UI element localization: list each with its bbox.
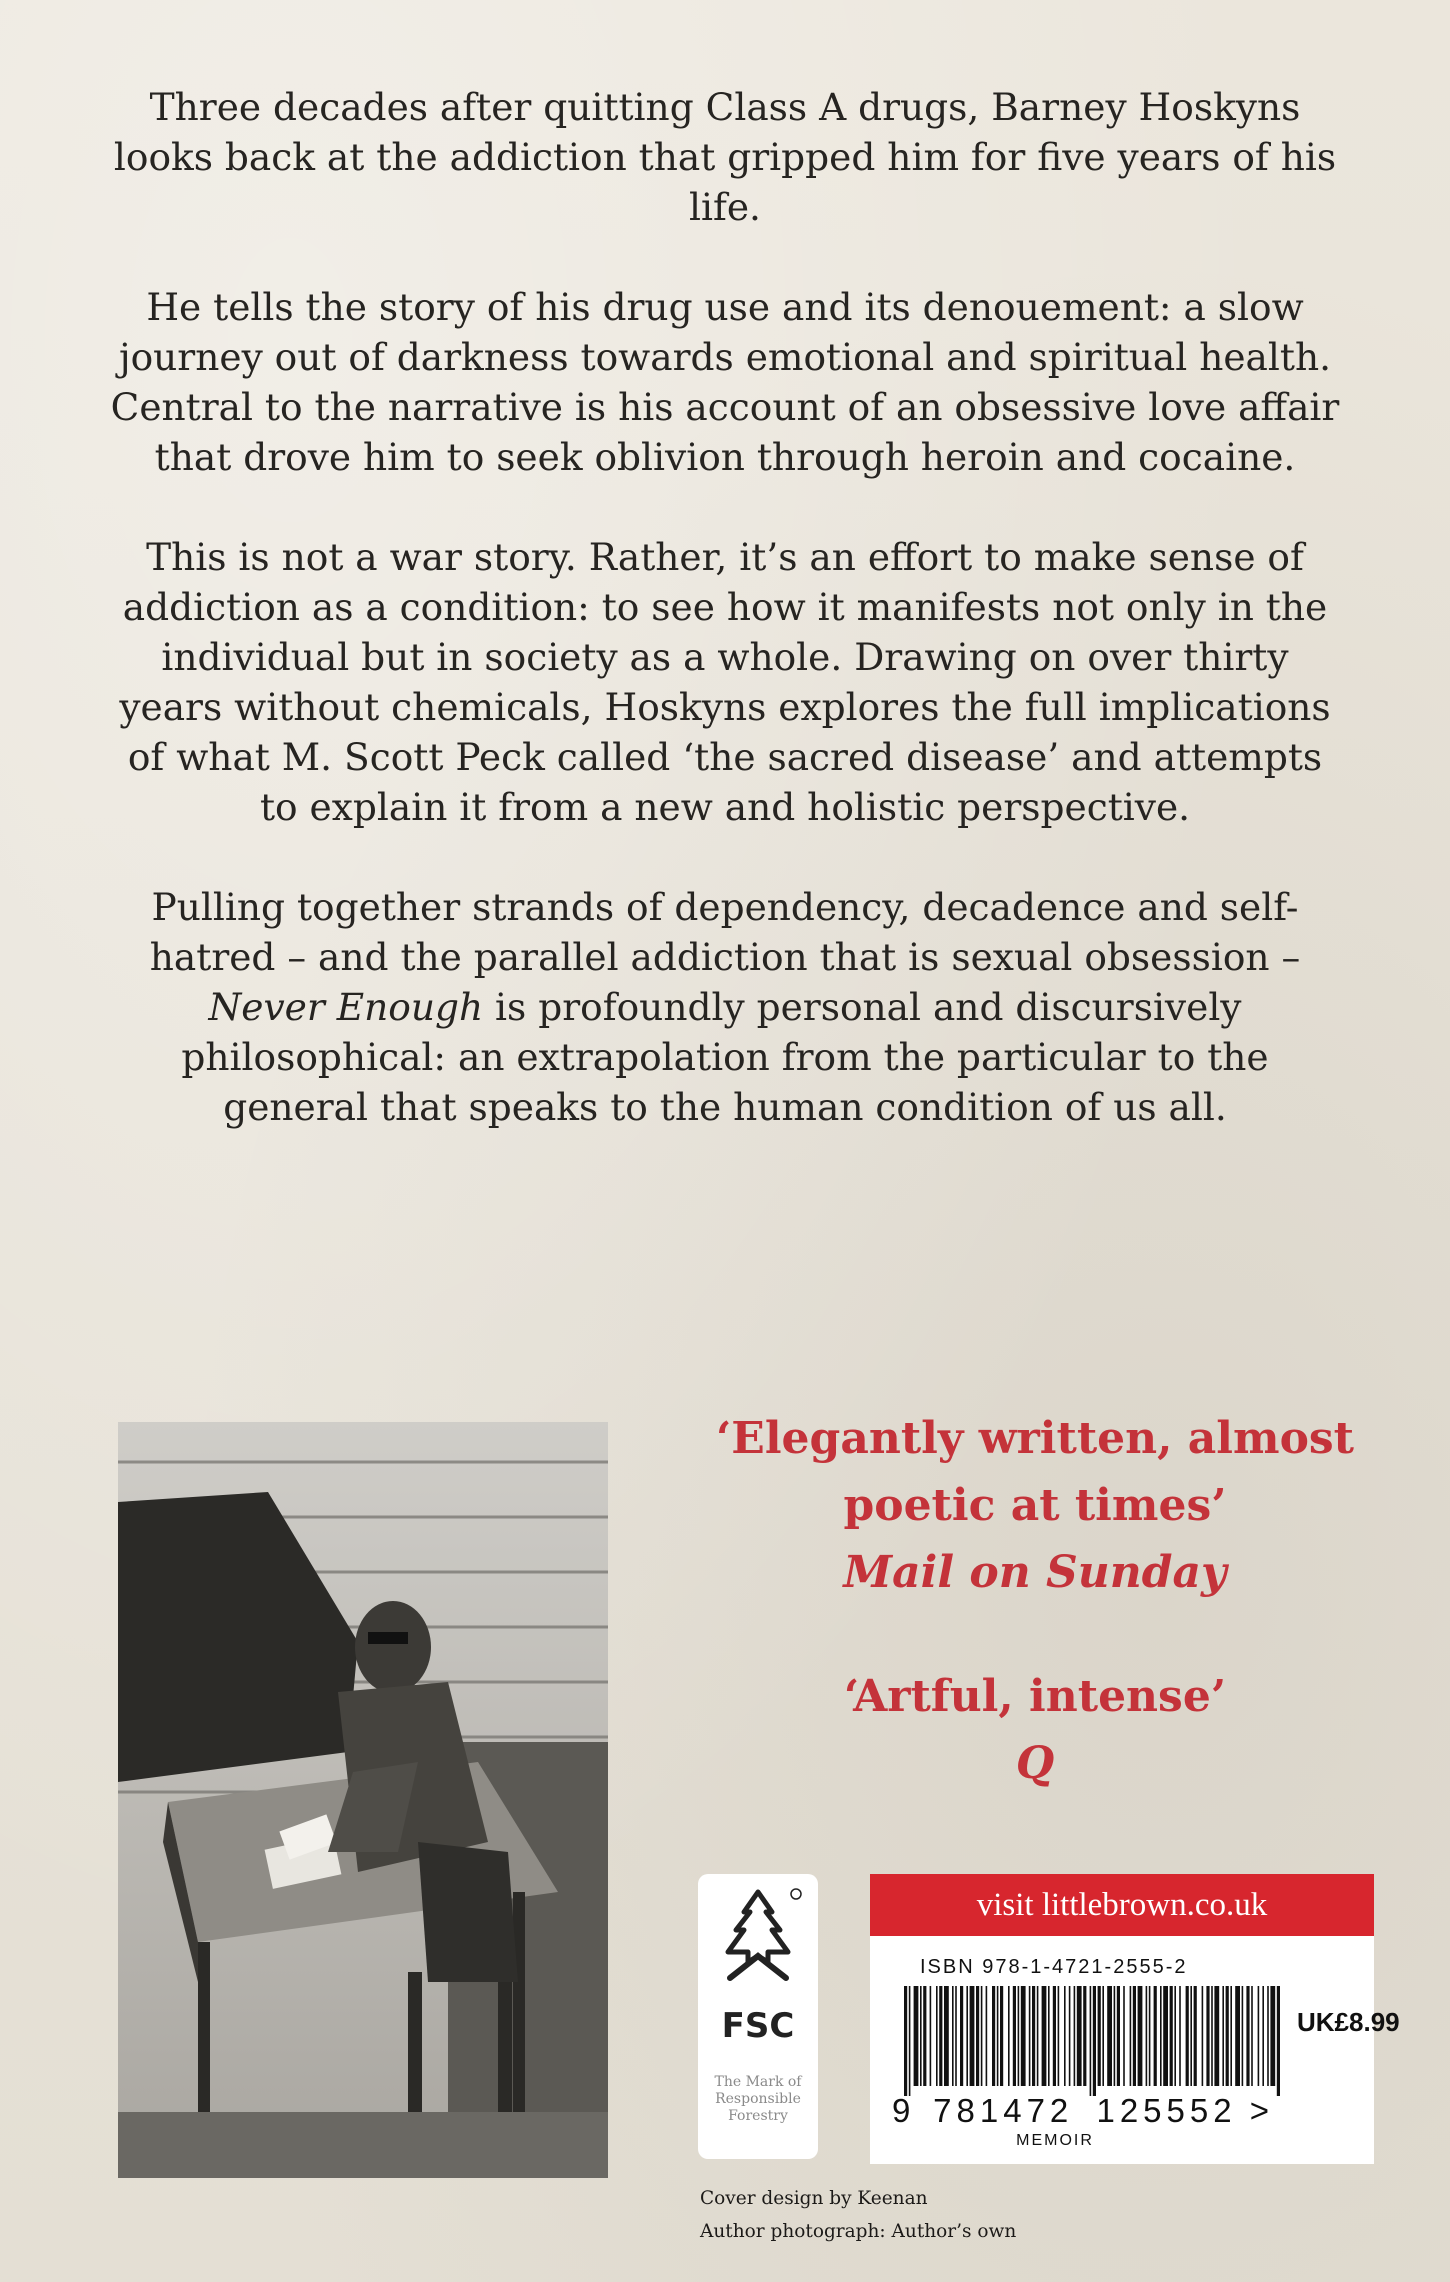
barcode-bar [1130,1986,1132,2086]
barcode-bar [1211,1986,1213,2086]
barcode-bar [1267,1986,1269,2086]
barcode-bar [955,1986,957,2086]
barcode-bar [1032,1986,1035,2086]
barcode-bar [1179,1986,1181,2086]
fsc-mark-text: The Mark of Responsible Forestry [714,2074,802,2124]
review-quotes [640,1405,1430,1797]
barcode-bar [1093,1986,1096,2096]
barcode-bar [1114,1986,1116,2086]
barcode-bar [1277,1986,1280,2096]
book-title: Never Enough [208,985,484,1029]
barcode-bar [1163,1986,1168,2086]
barcode-digits-right: 125552 [1096,2092,1237,2129]
barcode-bar [1251,1986,1253,2086]
barcode-digits-left: 781472 [933,2092,1074,2129]
barcode-bar [1194,1986,1197,2086]
barcode-bar [1206,1986,1209,2086]
blurb-paragraph-2: He tells the story of his drug use and its denouement: a slow journey out of darkness towards emotional and spiritual health. Central to the narrative is his account of an obsessive love affair that drove him to seek oblivion through heroin and cocaine. [110,285,1340,479]
barcode-bar [939,1986,942,2086]
barcode-bar [1214,1986,1219,2086]
barcode-bar [966,1986,968,2086]
barcode-bar [1102,1986,1104,2086]
barcode-bar [1270,1986,1275,2086]
barcode-bar [904,1986,907,2096]
barcode-bar [1117,1986,1120,2086]
fsc-logo [698,1874,818,2159]
barcode-bar [930,1986,932,2086]
barcode-bar [1174,1986,1176,2086]
barcode-bar [1053,1986,1056,2086]
credits [700,2182,1016,2248]
barcode-bar [1058,1986,1060,2086]
barcode-bar [1186,1986,1189,2086]
author-photo-credit: Author photograph: Author’s own [700,2221,1017,2242]
barcode-bar [1149,1986,1151,2086]
barcode-bar [1090,1986,1092,2096]
barcode-bar [1083,1986,1086,2086]
barcode-bar [1133,1986,1136,2086]
barcode-bar [1018,1986,1020,2086]
barcode-bar [1258,1986,1260,2086]
blurb-p4-after: is profoundly personal and discursively philosophical: an extrapolation from the particular to the general that speaks to the human condition of us all. [181,985,1269,1129]
isbn-text: ISBN 978-1-4721-2555-2 [920,1956,1188,1978]
barcode-bar [997,1986,999,2086]
barcode-bar [936,1986,938,2086]
barcode-bar [981,1986,983,2086]
barcode-bar [1074,1986,1076,2086]
barcode-bar [1242,1986,1244,2086]
barcode-bar [1000,1986,1003,2086]
barcode-bar [1008,1986,1010,2086]
barcode-arrow: > [1249,2092,1270,2129]
barcode-bar [1230,1986,1232,2086]
quote-1-text: ‘Elegantly written, almost poetic at times’ [715,1413,1355,1531]
barcode-bar [952,1986,954,2086]
barcode-bar [1202,1986,1204,2086]
barcode-bar [923,1986,926,2086]
barcode-bar [1107,1986,1112,2086]
barcode-bar [1123,1986,1125,2086]
blurb-paragraph-4 [110,882,1340,1132]
barcode-bar [1138,1986,1143,2086]
barcode-bar [970,1986,975,2086]
barcode-bar [1246,1986,1249,2086]
fsc-tree-icon [710,1886,806,2006]
barcode-bar [1235,1986,1240,2086]
barcode-bar [1021,1986,1026,2086]
barcode-bar [1069,1986,1071,2086]
barcode-bar [1064,1986,1066,2086]
category-label: MEMOIR [1016,2132,1094,2149]
barcode-digits [892,2092,1269,2130]
barcode-bar [986,1986,988,2086]
blurb-text [110,82,1340,1132]
quote-2-text: ‘Artful, intense’ [843,1671,1227,1722]
barcode-bar [1037,1986,1039,2086]
barcode-bar [1042,1986,1047,2086]
barcode-bar [1048,1986,1050,2086]
blurb-p4-before: Pulling together strands of dependency, decadence and self-hatred – and the parallel addiction that is sexual obsession – [149,885,1301,979]
barcode-bar [1226,1986,1229,2086]
blurb-paragraph-1: Three decades after quitting Class A drugs, Barney Hoskyns looks back at the addiction that gripped him for five years of his life. [113,85,1337,229]
barcode-bar [976,1986,979,2086]
quote-1-source: Mail on Sunday [843,1547,1227,1598]
visit-website-bar: visit littlebrown.co.uk [870,1874,1374,1936]
quote-2-source: Q [1015,1738,1055,1789]
barcode-bar [1190,1986,1192,2086]
barcode-bar [1222,1986,1224,2086]
barcode-bar [1077,1986,1082,2086]
barcode-image [904,1986,1284,2096]
barcode-bar [1262,1986,1264,2086]
barcode-digit-first: 9 [892,2092,911,2129]
barcode-bar [1146,1986,1148,2086]
fsc-label: FSC [721,2006,795,2046]
barcode-bar [909,1986,911,2096]
barcode-bar [1029,1986,1031,2086]
barcode-bar [920,1986,922,2086]
price-label: UK£8.99 [1297,2007,1400,2037]
barcode-bar [1013,1986,1016,2086]
barcode-panel [870,1874,1400,2164]
barcode-bar [1154,1986,1157,2086]
cover-design-credit: Cover design by Keenan [700,2188,928,2209]
barcode-bar [1098,1986,1101,2086]
barcode-bar [1170,1986,1173,2086]
barcode-bar [914,1986,919,2086]
barcode-bar [1160,1986,1162,2086]
barcode-bar [960,1986,963,2086]
barcode-bar [944,1986,949,2086]
barcode-bar [992,1986,995,2086]
author-photo [118,1422,608,2178]
blurb-paragraph-3: This is not a war story. Rather, it’s an effort to make sense of addiction as a condition: to see how it manifests not only in the individual but in society as a whole. Drawing on over thirty years without chemicals, Hoskyns explores the full implications of what M. Scott Peck called ‘the sacred disease’ and attempts to explain it from a new and holistic perspective. [119,535,1331,829]
